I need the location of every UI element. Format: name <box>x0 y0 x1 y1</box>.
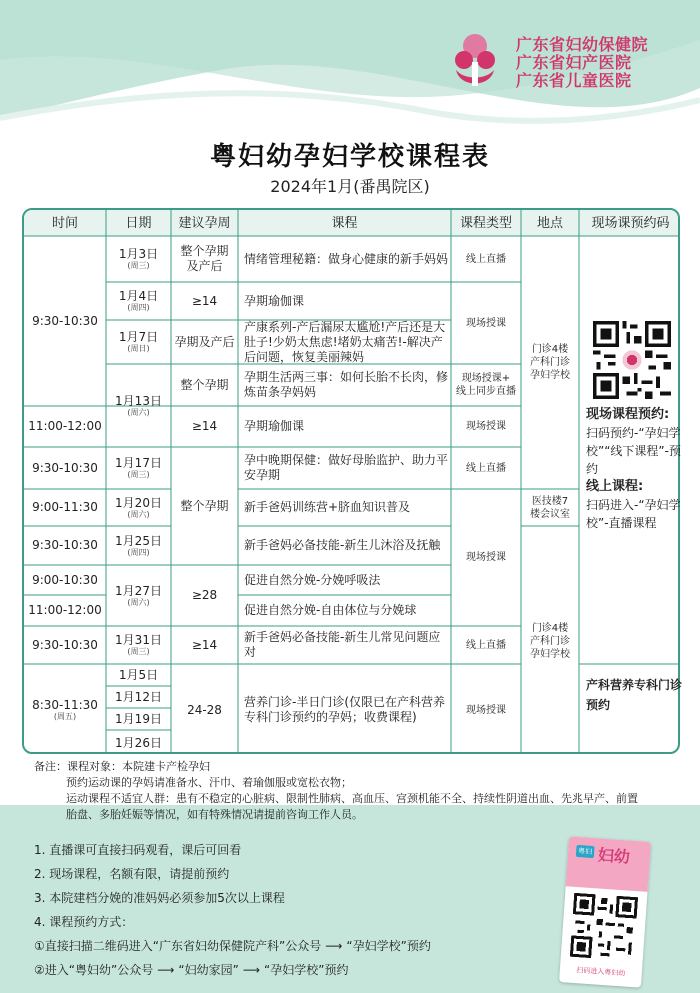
hospital-name-3: 广东省儿童医院 <box>516 71 632 90</box>
weeks-cell: ≥14 <box>191 637 218 652</box>
way-2-part-b: “妇幼家园” <box>178 963 239 977</box>
weeks-cell: 24-28 <box>187 702 222 717</box>
clinic-date: 1月5日 <box>118 667 159 682</box>
way-2-part-c: “孕妇学校”预约 <box>264 963 349 977</box>
header-course: 课程 <box>331 215 358 231</box>
weeks-cell: ≥28 <box>191 588 218 602</box>
course-cell: 新手爸妈必备技能-新生儿沐浴及抚触 <box>244 538 441 552</box>
step-1: 1. 直播课可直接扫码观看，课后可回看 <box>34 843 242 857</box>
time-slot-clinic <box>24 664 106 754</box>
date-day: 1月25日 <box>115 533 162 548</box>
location-cell: 医技楼7 楼会议室 <box>530 495 570 520</box>
date-weekday: (周日) <box>127 344 150 353</box>
arrow-right-icon: ⟶ <box>242 963 261 977</box>
time-slot: 9:00-10:30 <box>32 572 98 587</box>
course-cell: 新手爸妈训练营+脐血知识普及 <box>244 500 411 514</box>
booking-online-title: 线上课程: <box>586 479 644 494</box>
weeks-cell: ≥14 <box>191 419 218 433</box>
weeks-cell: 整个孕期 <box>180 498 229 513</box>
note-line: 胎盘、多胎妊娠等情况，如有特殊情况请提前咨询工作人员。 <box>66 808 363 821</box>
way-1-part-b: “孕妇学校”预约 <box>346 939 431 953</box>
instruction-steps <box>34 838 554 982</box>
date-weekday: (周三) <box>127 470 150 479</box>
date-day: 1月3日 <box>118 247 159 261</box>
date-weekday: (周三) <box>127 261 150 270</box>
card-caption: 扫码进入粤妇幼 <box>576 966 626 978</box>
date-cell <box>106 565 171 626</box>
time-slot: 9:30-10:30 <box>32 637 98 652</box>
type-cell: 线上直播 <box>466 462 506 474</box>
step-3: 3. 本院建档分娩的准妈妈必须参加5次以上课程 <box>34 891 285 905</box>
booking-offline-title: 现场课程预约: <box>586 407 670 422</box>
date-day: 1月13日 <box>115 393 162 408</box>
course-cell: 营养门诊-半日门诊(仅限已在产科营养专科门诊预约的孕妈；收费课程) <box>244 695 446 724</box>
course-cell: 孕中晚期保健：做好母胎监护、助力平安孕期 <box>244 453 449 482</box>
course-cell: 孕期瑜伽课 <box>244 419 305 433</box>
clinic-date: 1月26日 <box>115 735 162 750</box>
arrow-right-icon: ⟶ <box>157 963 175 977</box>
date-cell <box>106 526 171 565</box>
arrow-right-icon: ⟶ <box>325 939 343 953</box>
card-brand: 妇幼 <box>597 845 631 867</box>
booking-way-1 <box>34 934 554 958</box>
clinic-date: 1月12日 <box>115 689 162 704</box>
weeks-cell: 整个孕期 及产后 <box>180 244 229 273</box>
booking-online-steps: 扫码进入-“孕妇学校”-直播课程 <box>586 498 681 530</box>
date-cell <box>106 447 171 489</box>
page-title: 粤妇幼孕妇学校课程表 <box>209 142 490 172</box>
type-cell: 线上直播 <box>466 639 506 651</box>
booking-instructions <box>586 406 682 532</box>
course-cell: 促进自然分娩-分娩呼吸法 <box>244 572 381 587</box>
course-cell: 情绪管理秘籍：做身心健康的新手妈妈 <box>244 251 449 266</box>
course-cell: 产康系列-产后漏尿太尴尬!产后还是大肚子!少奶太焦虑!堵奶太痛苦!-解决产后问题，恢复美丽辣妈 <box>244 319 446 364</box>
way-2-part-a: ②进入“粤妇幼”公众号 <box>34 963 154 977</box>
date-weekday: (周六) <box>127 509 150 519</box>
hospital-name-1: 广东省妇幼保健院 <box>516 35 649 54</box>
date-cell <box>106 364 171 447</box>
date-cell <box>106 626 171 664</box>
header-time: 时间 <box>51 215 78 231</box>
date-day: 1月27日 <box>115 583 162 598</box>
date-cell <box>106 320 171 364</box>
nutrition-booking-label: 产科营养专科门诊预约 <box>586 678 683 712</box>
date-cell <box>106 282 171 320</box>
type-cell: 现场授课 <box>466 421 506 432</box>
note-line: 运动课程不适宜人群：患有不稳定的心脏病、限制性肺病、高血压、宫颈机能不全、持续性阴道出血、先兆早产、前置 <box>66 792 638 805</box>
header-type: 课程类型 <box>459 215 512 231</box>
course-cell: 新手爸妈必备技能-新生儿常见问题应对 <box>244 630 441 659</box>
type-cell: 现场授课 <box>466 317 506 329</box>
time-weekday: (周五) <box>53 712 77 721</box>
course-cell: 促进自然分娩-自由体位与分娩球 <box>244 603 417 617</box>
header-date: 日期 <box>125 215 152 231</box>
type-cell: 现场授课 <box>466 552 506 563</box>
time-slot: 11:00-12:00 <box>28 419 102 433</box>
date-day: 1月4日 <box>118 289 159 303</box>
app-promo-card <box>559 836 651 987</box>
date-cell <box>106 489 171 526</box>
type-cell: 现场授课 <box>466 704 506 716</box>
weeks-cell: 整个孕期 <box>180 377 229 392</box>
date-weekday: (周六) <box>127 407 150 417</box>
type-cell: 现场授课+ 线上同步直播 <box>456 373 516 397</box>
booking-way-2 <box>34 958 554 982</box>
header-booking-code: 现场课预约码 <box>591 215 670 231</box>
course-cell: 孕期瑜伽课 <box>244 293 305 308</box>
date-day: 1月31日 <box>115 633 162 647</box>
booking-offline-steps: 扫码预约-“孕妇学校”“线下课程”-预约 <box>586 426 681 476</box>
header-weeks: 建议孕周 <box>178 215 231 231</box>
clinic-date: 1月19日 <box>115 711 162 726</box>
date-weekday: (周六) <box>127 597 150 607</box>
weeks-cell: 孕期及产后 <box>174 334 235 349</box>
app-qr-code-icon <box>570 893 638 961</box>
date-cell <box>106 236 171 282</box>
way-1-part-a: ①直接扫描二维码进入“广东省妇幼保健院产科”公众号 <box>34 939 322 953</box>
time-slot: 9:30-10:30 <box>32 460 98 475</box>
time-slot: 9:30-10:30 <box>32 313 98 328</box>
time-slot: 8:30-11:30 <box>32 698 98 712</box>
hospital-name-2: 广东省妇产医院 <box>516 53 632 72</box>
hospital-logo <box>446 30 696 100</box>
date-day: 1月17日 <box>115 456 162 470</box>
step-4: 4. 课程预约方式： <box>34 915 134 929</box>
note-line: 预约运动课的孕妈请准备水、汗巾、着瑜伽服或宽松衣物； <box>66 776 352 789</box>
booking-qr-code-icon <box>593 321 671 399</box>
time-slot: 11:00-12:00 <box>28 603 102 617</box>
step-2: 2. 现场课程，名额有限，请提前预约 <box>34 867 230 881</box>
page-subtitle: 2024年1月(番禺院区) <box>270 177 430 196</box>
date-weekday: (周三) <box>127 647 150 656</box>
schedule-table <box>22 208 683 754</box>
date-weekday: (周四) <box>127 303 150 312</box>
date-weekday: (周四) <box>127 547 150 557</box>
location-cell: 门诊4楼 产科门诊 孕妇学校 <box>530 622 570 660</box>
time-slot: 9:00-11:30 <box>32 500 98 514</box>
hospital-emblem-icon <box>446 30 504 92</box>
weeks-cell: ≥14 <box>191 293 218 308</box>
note-line: 备注：课程对象：本院建卡产检孕妇 <box>34 760 210 773</box>
type-cell: 线上直播 <box>466 253 506 265</box>
card-tag: 粤妇 <box>576 845 595 858</box>
header-location: 地点 <box>536 215 563 231</box>
date-day: 1月7日 <box>118 330 159 344</box>
date-day: 1月20日 <box>115 495 162 510</box>
notes-section <box>34 759 674 823</box>
course-cell: 孕期生活两三事：如何长胎不长肉，修炼苗条孕妈妈 <box>244 370 449 399</box>
location-cell: 门诊4楼 产科门诊 孕妇学校 <box>530 344 570 381</box>
time-slot: 9:30-10:30 <box>32 538 98 552</box>
